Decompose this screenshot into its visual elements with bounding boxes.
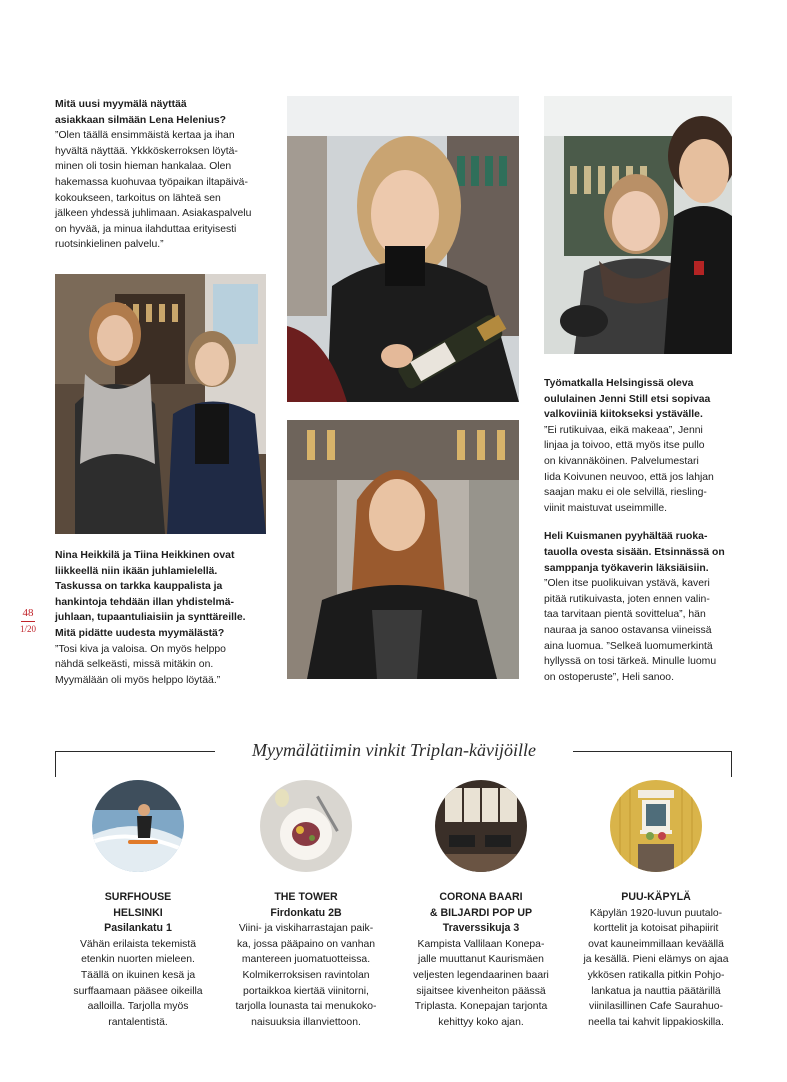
puu-kapyla-description: Käpylän 1920-luvun puutalo- korttelit ja kotoisat pihapiirit ovat kauneimmillaan keväällä ja kesällä. Pieni elämys on ajaa ykkösen ratikalla pitkin Pohjo- lankatua ja nauttia päätärillä viinilasillinen Cafe Saurahuo- neella tai kahvit lippakioskilla. xyxy=(583,907,729,1028)
photo-lena xyxy=(287,96,519,402)
nina-tiina-intro: Nina Heikkilä ja Tiina Heikkinen ovat liikkeellä niin ikään juhlamielellä. Taskussa on tarkka kauppalista ja hankintoja tehdään illan yhdistelmä- juhlaan, tupaantuliaisiin ja synttäreille. Mitä pidätte uudesta myymälästä? xyxy=(55,550,246,639)
the-tower-address: Firdonkatu 2B xyxy=(270,906,342,919)
the-tower-description: Viini- ja viskiharrastajan paik- ka, jossa pääpaino on vanhan mantereen juomatuotteissa. Kolmikerroksisen ravintolan portaikkoa kiertää viinitorni, tarjolla lounasta tai menukoko- naisuuksia illanviettoon. xyxy=(235,923,377,1028)
corona-baari-description: Kampista Vallilaan Konepa- jalle muuttanut Kaurismäen veljesten legendaarinen baari sijaitsee kivenheiton päässä Triplasta. Konepajan tarjonta kehittyy koko ajan. xyxy=(413,938,549,1028)
nina-tiina-answer: ”Tosi kiva ja valoisa. On myös helppo nähdä selkeästi, missä mitäkin on. Myymälään oli myös helppo löytää.” xyxy=(55,643,226,686)
heli-intro: Heli Kuismanen pyyhältää ruoka- tauolla ovesta sisään. Etsinnässä on samppanja työkaverin läksiäisiin. xyxy=(544,531,725,574)
photo-heli xyxy=(287,420,519,679)
nina-tiina-interview xyxy=(55,548,280,688)
tip-corona-baari xyxy=(401,780,561,1030)
tips-frame-top-right xyxy=(573,751,732,752)
lena-interview xyxy=(55,97,280,253)
tip-surfhouse xyxy=(58,780,218,1030)
tip-the-tower xyxy=(226,780,386,1030)
jenni-body: ”Ei rutikuivaa, eikä makeaa”, Jenni linjaa ja toivoo, että myös itse pullo on kivannäköinen. Palvelumestari Iida Koivunen neuvoo, että jos lahjan saajan maku ei ole selvillä, riesling- viinit maistuvat useimmille. xyxy=(544,424,714,514)
page-number xyxy=(14,607,42,635)
tips-frame-right xyxy=(731,751,732,777)
tips-title: Myymälätiimin vinkit Triplan-kävijöille xyxy=(252,740,536,760)
photo-nina-tiina xyxy=(55,274,266,534)
photo-jenni xyxy=(544,96,732,354)
tips-frame-top-left xyxy=(55,751,215,752)
corona-baari-image xyxy=(435,780,527,872)
surfhouse-image xyxy=(92,780,184,872)
surfhouse-name: SURFHOUSE HELSINKI xyxy=(104,891,172,919)
corona-baari-address: Traverssikuja 3 xyxy=(442,922,520,935)
surfhouse-description: Vähän erilaista tekemistä etenkin nuorten mieleen. Täällä on ikuinen kesä ja surffaamaan pääsee oikeilla aalloilla. Tarjolla myös rantalentistä. xyxy=(73,938,203,1028)
page-number-value: 48 xyxy=(22,607,34,619)
the-tower-image xyxy=(260,780,352,872)
corona-baari-name: CORONA BAARI & BILJARDI POP UP xyxy=(429,891,533,919)
lena-answer: ”Olen täällä ensimmäistä kertaa ja ihan hyvältä näyttää. Ykkköskerroksen löytä- minen oli tosin hieman hankalaa. Olen hakemassa kuohuvaa työpaikan iltapäivä- kokoukseen, tarkoitus on lähteä sen jälkeen yhdessä juhlimaan. Asiakaspalvelu on hyvää, ja minua ilahduttaa erityisesti ruotsinkielinen palvelu.” xyxy=(55,130,252,251)
issue-number: 1/20 xyxy=(19,624,36,634)
tips-frame-left xyxy=(55,751,56,777)
jenni-intro: Työmatkalla Helsingissä oleva oululainen Jenni Still etsi sopivaa valkoviiniä kiitokseksi ystävälle. xyxy=(544,378,711,421)
the-tower-name: THE TOWER xyxy=(274,891,338,903)
puu-kapyla-name: PUU-KÄPYLÄ xyxy=(621,891,691,903)
heli-body: ”Olen itse puolikuivan ystävä, kaveri pitää rutikuivasta, joten ennen valin- taa tarvitaan pientä sovittelua”, hän nauraa ja sanoo ostavansa viineissä aina luomua. ”Selkeä luomumerkintä hyllyssä on tosi tärkeä. Minulle luomu on ostoperuste”, Heli sanoo. xyxy=(544,578,717,683)
page-number-divider xyxy=(21,621,35,622)
jenni-heli-interviews xyxy=(544,376,754,685)
tip-puu-kapyla xyxy=(576,780,736,1030)
puu-kapyla-image xyxy=(610,780,702,872)
lena-question: Mitä uusi myymälä näyttää asiakkaan silmään Lena Helenius? xyxy=(55,99,226,126)
surfhouse-address: Pasilankatu 1 xyxy=(104,922,172,935)
